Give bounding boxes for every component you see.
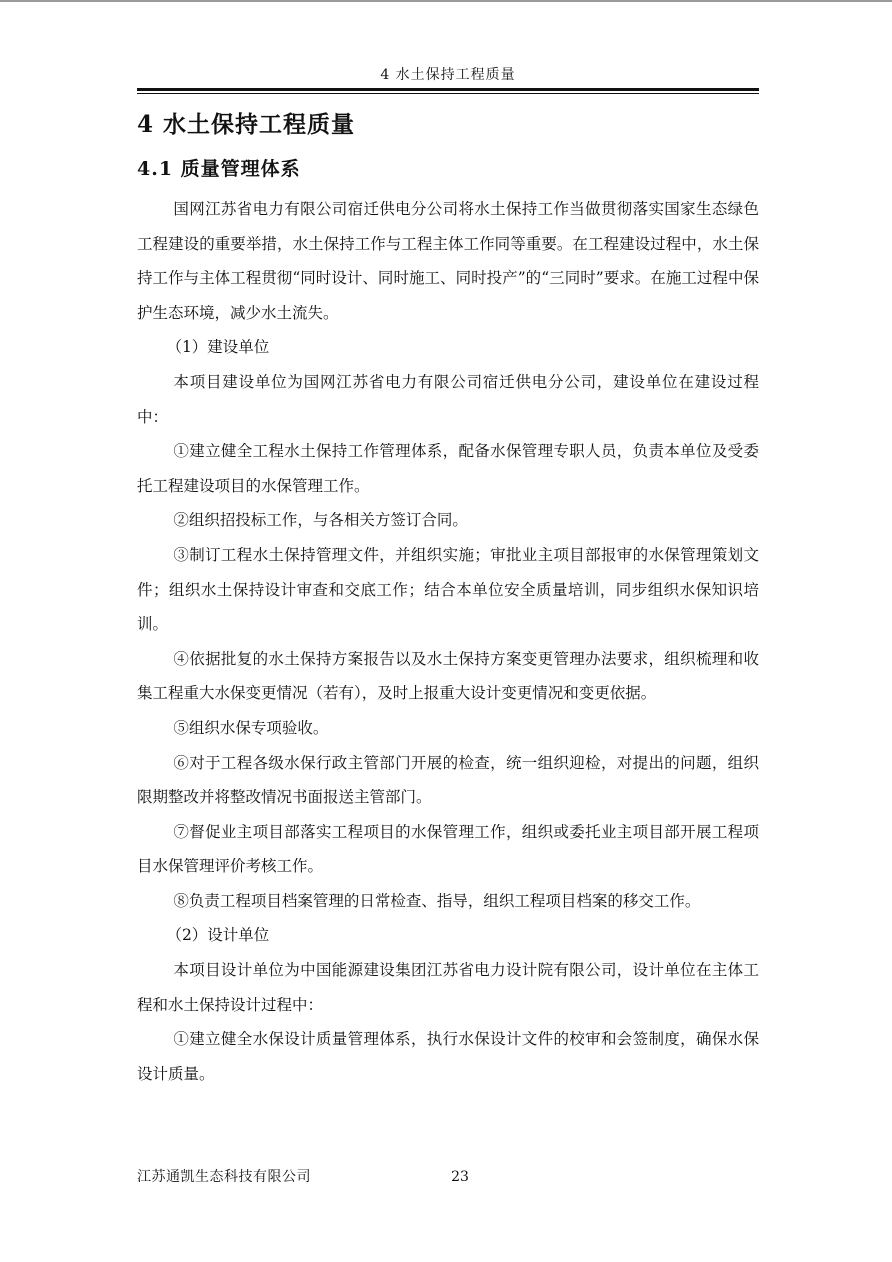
- list-item: ②组织招投标工作，与各相关方签订合同。: [173, 511, 468, 530]
- footer-company: 江苏通凯生态科技有限公司: [137, 1169, 311, 1185]
- list-item: ⑥对于工程各级水保行政主管部门开展的检查，统一组织迎检，对提出的问题，组织限期整改并将整改情况书面报送主管部门。: [137, 753, 759, 807]
- paragraph: 国网江苏省电力有限公司宿迁供电分公司将水土保持工作当做贯彻落实国家生态绿色工程建设的重要举措，水土保持工作与工程主体工作同等重要。在工程建设过程中，水土保持工作与主体工程贯彻“同时设计、同时施工、同时投产”的“三同时”要求。在施工过程中保护生态环境，减少水土流失。: [137, 200, 759, 322]
- header-rule-thin: [137, 93, 759, 94]
- list-item: ⑦督促业主项目部落实工程项目的水保管理工作，组织或委托业主项目部开展工程项目水保管理评价考核工作。: [137, 822, 759, 876]
- list-item: ③制订工程水土保持管理文件，并组织实施；审批业主项目部报审的水保管理策划文件；组织水土保持设计审查和交底工作；结合本单位安全质量培训，同步组织水保知识培训。: [137, 545, 759, 634]
- body-text: [137, 192, 759, 1091]
- page-top-border: [0, 0, 892, 2]
- list-item: ⑤组织水保专项验收。: [173, 718, 329, 737]
- section-title: 4.1 质量管理体系: [137, 158, 301, 180]
- page-number: 23: [451, 1169, 469, 1185]
- list-item: ⑧负责工程项目档案管理的日常检查、指导，组织工程项目档案的移交工作。: [173, 891, 701, 910]
- header-rule-thick: [137, 88, 759, 91]
- list-item: ①建立健全工程水土保持工作管理体系，配备水保管理专职人员，负责本单位及受委托工程建设项目的水保管理工作。: [137, 442, 759, 495]
- paragraph: 本项目建设单位为国网江苏省电力有限公司宿迁供电分公司，建设单位在建设过程中：: [137, 372, 759, 426]
- subheading-construction-unit: （1）建设单位: [166, 338, 270, 357]
- chapter-title: 4 水土保持工程质量: [137, 111, 356, 138]
- subheading-design-unit: （2）设计单位: [166, 926, 270, 945]
- paragraph: 本项目设计单位为中国能源建设集团江苏省电力设计院有限公司，设计单位在主体工程和水土保持设计过程中：: [137, 961, 759, 1014]
- list-item: ①建立健全水保设计质量管理体系，执行水保设计文件的校审和会签制度，确保水保设计质量。: [137, 1030, 759, 1083]
- list-item: ④依据批复的水土保持方案报告以及水土保持方案变更管理办法要求，组织梳理和收集工程重大水保变更情况（若有），及时上报重大设计变更情况和变更依据。: [137, 649, 759, 703]
- running-header: 4 水土保持工程质量: [380, 67, 516, 83]
